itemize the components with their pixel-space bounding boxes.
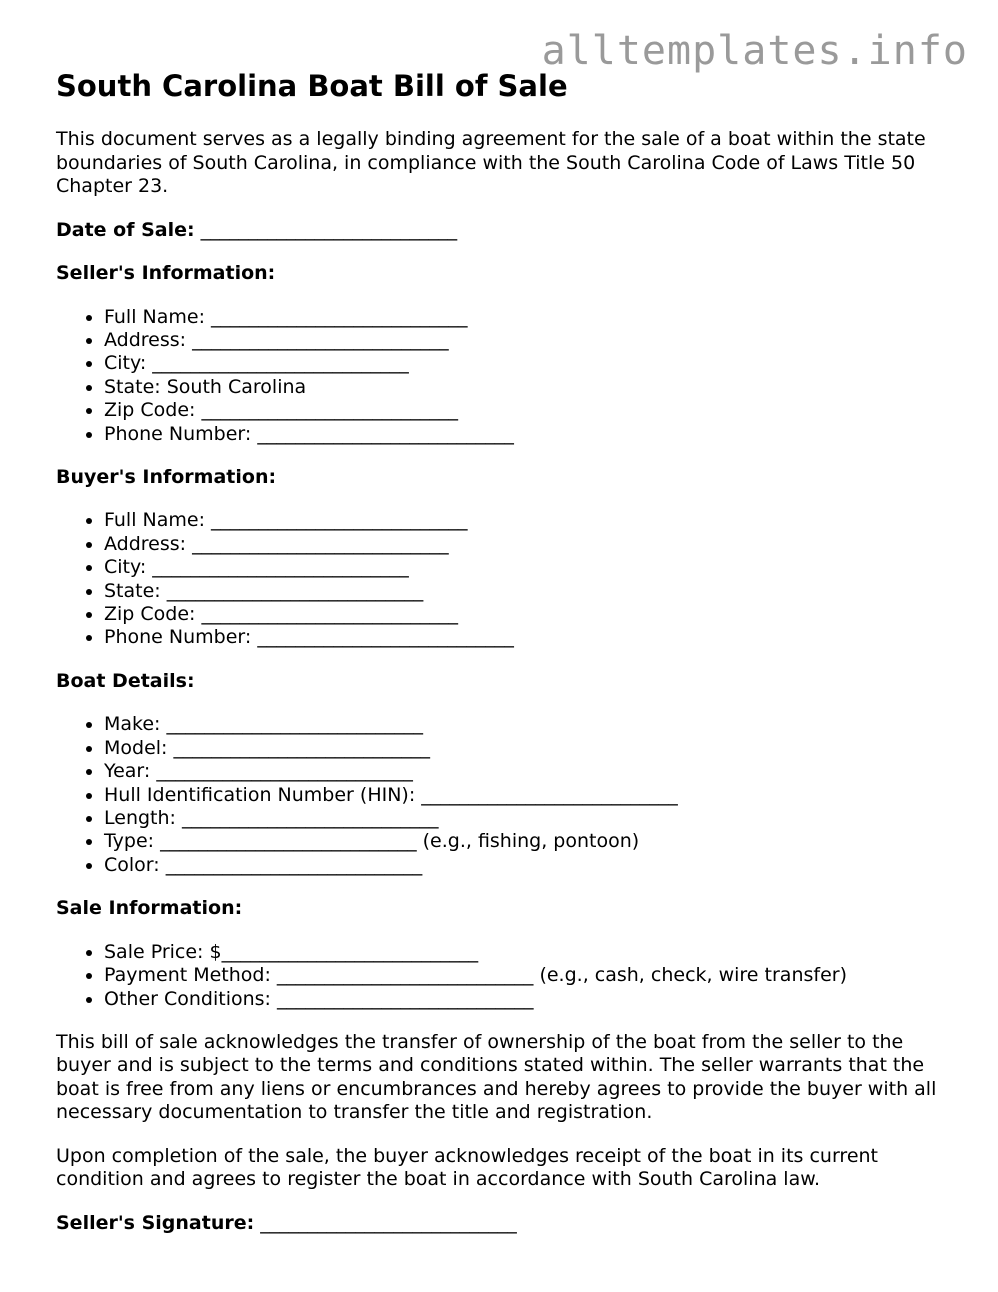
list-item: • Address: ___________________________ xyxy=(104,329,956,352)
date-of-sale-label: Date of Sale: xyxy=(56,218,195,241)
boat-details-heading: Boat Details: xyxy=(56,669,195,692)
list-item: • State: South Carolina xyxy=(104,376,956,399)
list-item: • Color: ___________________________ xyxy=(104,854,956,877)
list-item: • City: ___________________________ xyxy=(104,352,956,375)
page-title: South Carolina Boat Bill of Sale xyxy=(56,69,568,103)
list-item: • Make: ___________________________ xyxy=(104,713,956,736)
list-item: • Address: ___________________________ xyxy=(104,533,956,556)
document-page xyxy=(56,66,956,1235)
date-of-sale-field xyxy=(56,219,956,243)
intro-paragraph: This document serves as a legally binding agreement for the sale of a boat within the state boundaries of South Carolina, in compliance with the South Carolina Code of Laws Title 50 Chapter 23. xyxy=(56,128,926,197)
watermark: alltemplates.info xyxy=(541,28,968,74)
list-item: • Type: ___________________________ (e.g., fishing, pontoon) xyxy=(104,830,956,853)
seller-signature-field xyxy=(56,1212,956,1236)
sale-information-heading: Sale Information: xyxy=(56,897,243,920)
list-item: • Full Name: ___________________________ xyxy=(104,509,956,532)
list-item: • Zip Code: ___________________________ xyxy=(104,399,956,422)
list-item: • Year: ___________________________ xyxy=(104,760,956,783)
sale-information-list xyxy=(56,941,956,1011)
list-item: • Payment Method: ___________________________ (e.g., cash, check, wire transfer) xyxy=(104,964,956,987)
acknowledgement-paragraph: This bill of sale acknowledges the transfer of ownership of the boat from the seller to the buyer and is subject to the terms and conditions stated within. The seller warrants that the boat is free from any liens or encumbrances and hereby agrees to provide the buyer with all necessary documentation to transfer the title and registration. xyxy=(56,1030,937,1124)
buyer-heading: Buyer's Information: xyxy=(56,465,277,488)
list-item: • Phone Number: ___________________________ xyxy=(104,626,956,649)
list-item: • Length: ___________________________ xyxy=(104,807,956,830)
boat-details-list xyxy=(56,713,956,877)
seller-signature-blank: ___________________________ xyxy=(260,1211,517,1234)
list-item: • State: ___________________________ xyxy=(104,580,956,603)
seller-signature-label: Seller's Signature: xyxy=(56,1211,255,1234)
list-item: • City: ___________________________ xyxy=(104,556,956,579)
list-item: • Zip Code: ___________________________ xyxy=(104,603,956,626)
list-item: • Full Name: ___________________________ xyxy=(104,306,956,329)
list-item: • Sale Price: $___________________________ xyxy=(104,941,956,964)
list-item: • Hull Identification Number (HIN): ___________________________ xyxy=(104,784,956,807)
list-item: • Phone Number: ___________________________ xyxy=(104,423,956,446)
list-item: • Other Conditions: ___________________________ xyxy=(104,988,956,1011)
buyer-list xyxy=(56,509,956,649)
completion-paragraph: Upon completion of the sale, the buyer acknowledges receipt of the boat in its current condition and agrees to register the boat in accordance with South Carolina law. xyxy=(56,1144,879,1191)
seller-list xyxy=(56,306,956,446)
date-of-sale-blank: ___________________________ xyxy=(200,218,458,241)
seller-heading: Seller's Information: xyxy=(56,262,276,284)
list-item: • Model: ___________________________ xyxy=(104,737,956,760)
